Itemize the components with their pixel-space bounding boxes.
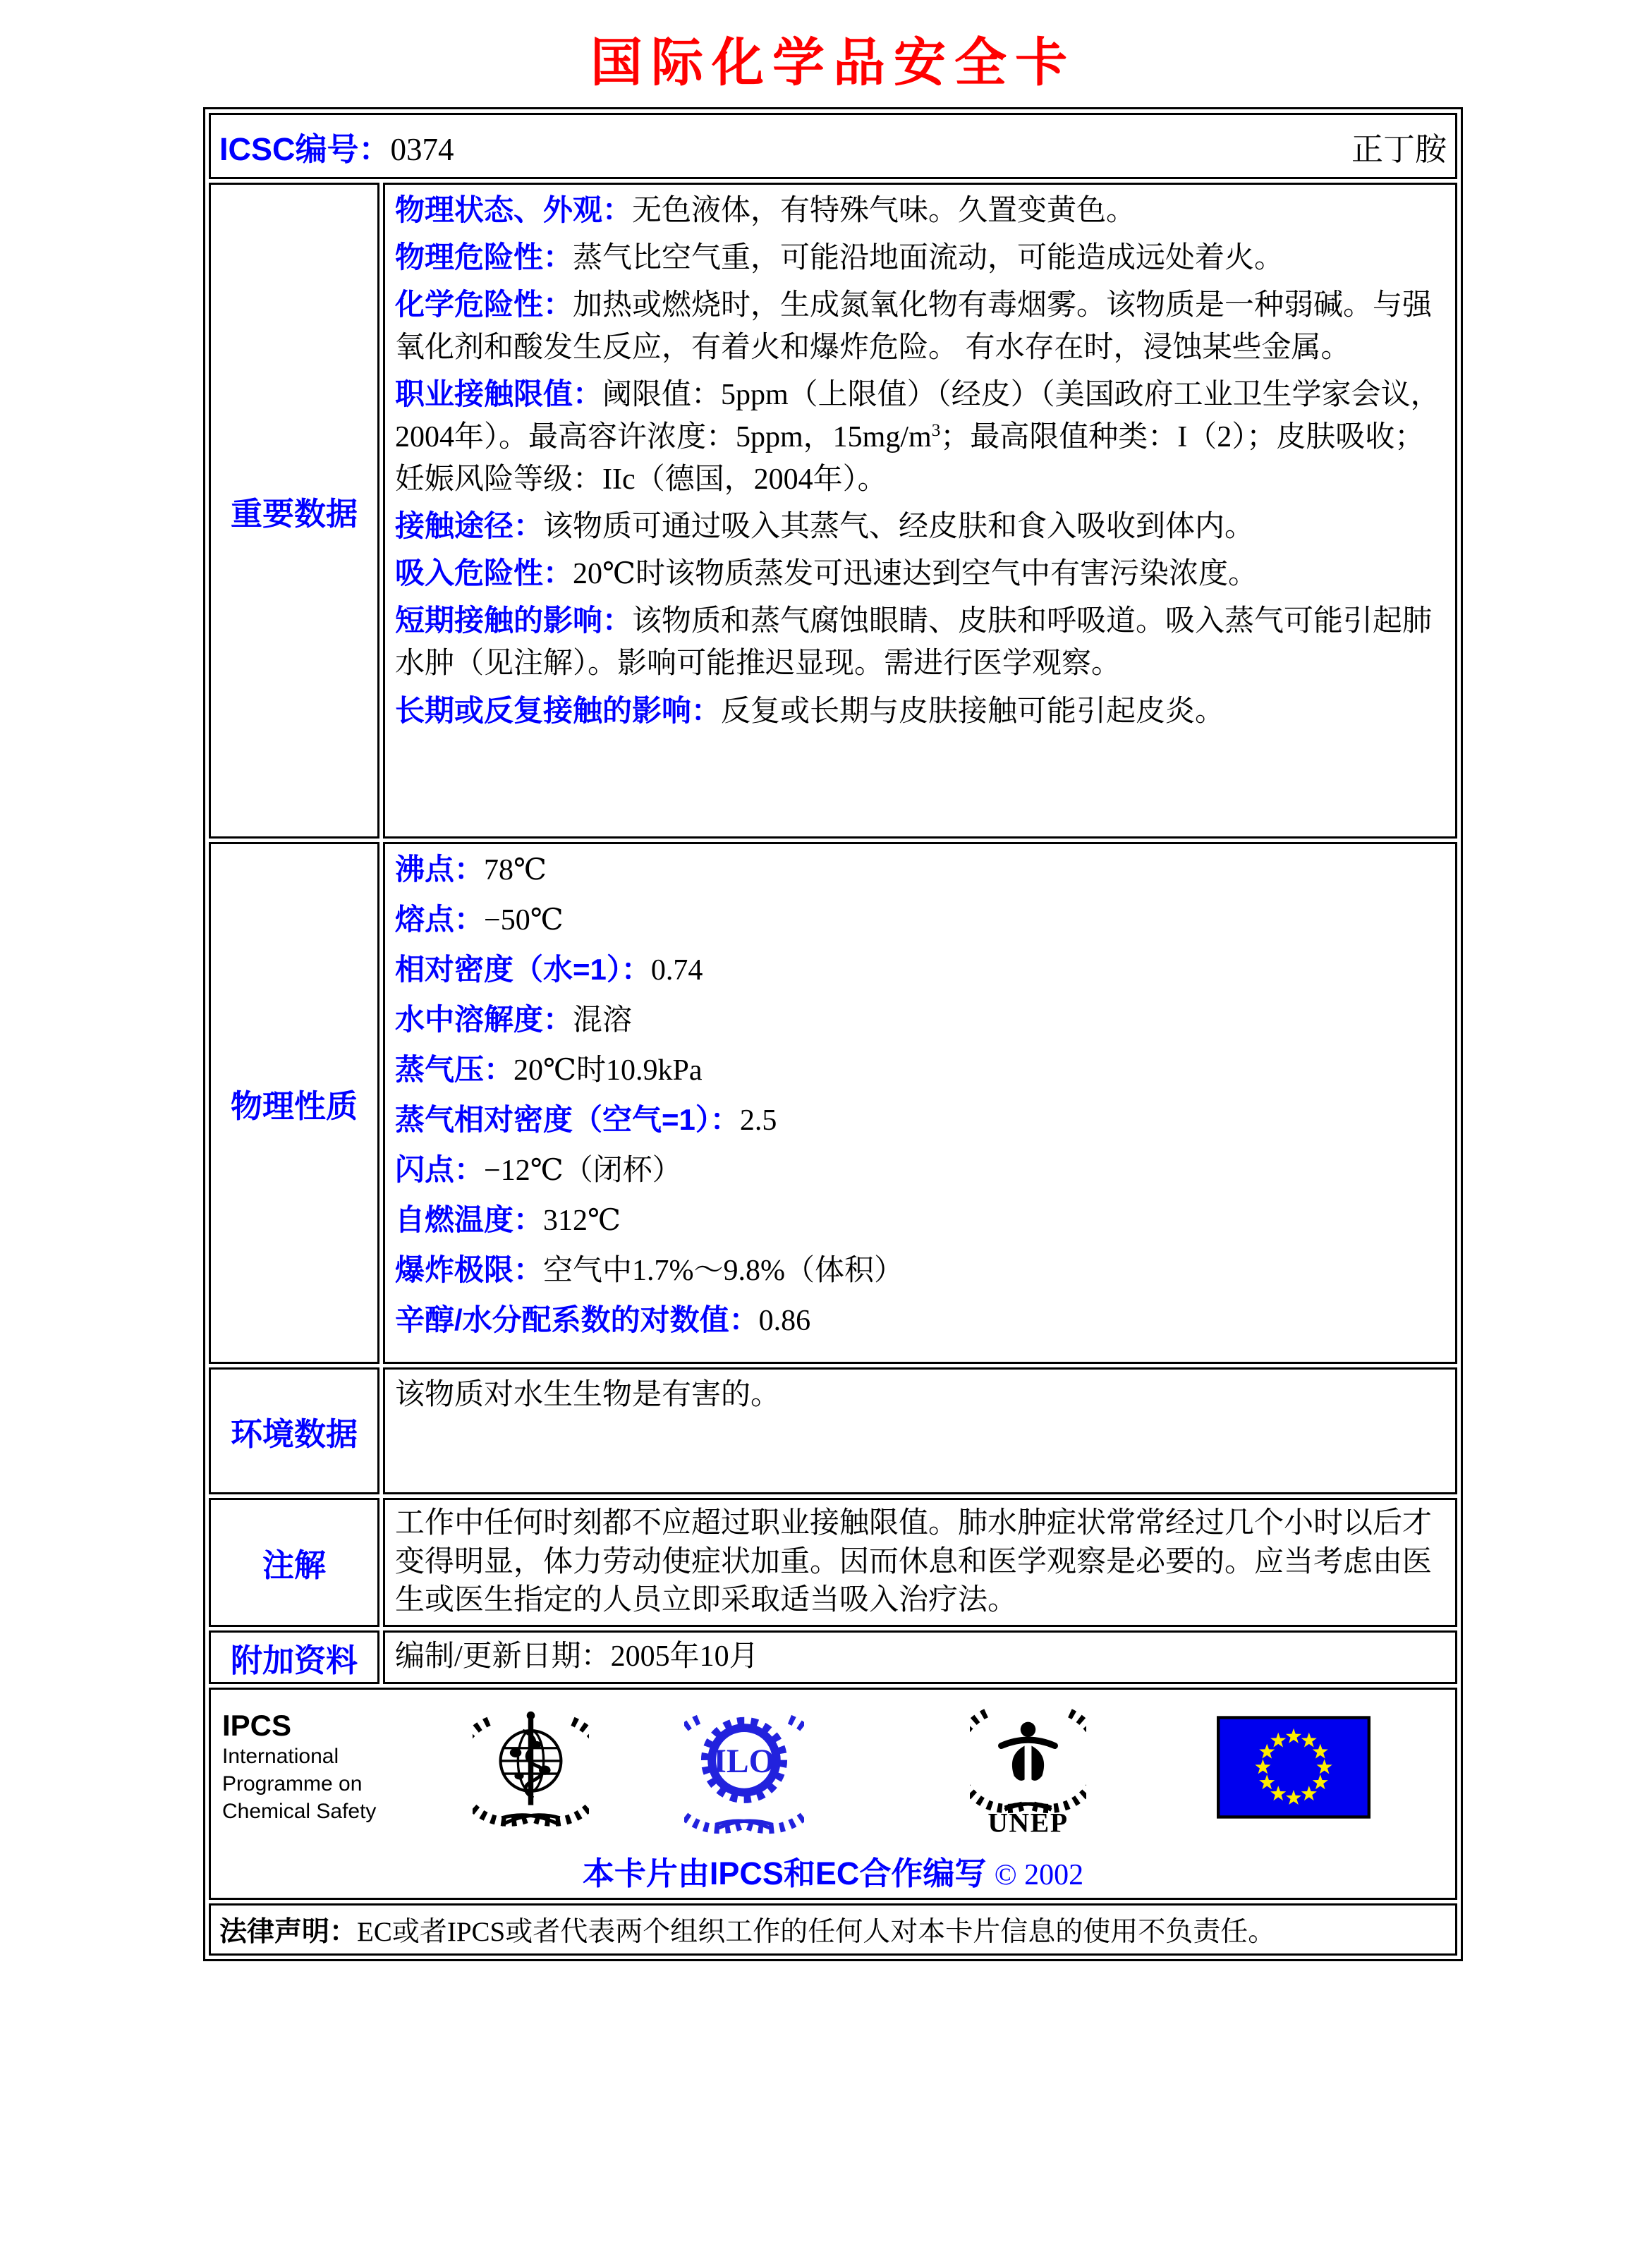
unep-letters: UNEP bbox=[987, 1807, 1069, 1839]
icsc-number-group bbox=[219, 123, 454, 169]
entry-short-term-effects bbox=[395, 599, 1445, 685]
important-data-content bbox=[383, 183, 1457, 839]
field-label: 自燃温度： bbox=[395, 1203, 544, 1237]
entry-inhalation-risk bbox=[395, 552, 1445, 595]
field-label: 物理危险性： bbox=[395, 240, 573, 274]
field-label: 职业接触限值： bbox=[395, 377, 603, 411]
important-data-label: 重要数据 bbox=[209, 183, 379, 839]
eu-flag-icon bbox=[1217, 1716, 1371, 1819]
field-label: 相对密度（水=1）： bbox=[395, 953, 651, 987]
field-label: 蒸气相对密度（空气=1）： bbox=[395, 1103, 740, 1137]
prop-vapor-pressure bbox=[395, 1049, 1445, 1092]
icsc-number-label: ICSC编号： bbox=[219, 130, 391, 167]
ilo-letters: ILO bbox=[713, 1743, 775, 1780]
field-text: 该物质可通过吸入其蒸气、经皮肤和食入吸收到体内。 bbox=[543, 511, 1255, 544]
prop-boiling-point bbox=[395, 848, 1445, 891]
field-text: 蒸气比空气重，可能沿地面流动，可能造成远处着火。 bbox=[573, 242, 1284, 275]
field-text: 加热或燃烧时，生成氮氧化物有毒烟雾。该物质是一种弱碱。与强氧化剂和酸发生反应，有着火和爆炸危险。 有水存在时，浸蚀某些金属。 bbox=[395, 289, 1433, 365]
icsc-number-value: 0374 bbox=[390, 131, 454, 167]
field-label: 爆炸极限： bbox=[395, 1253, 544, 1287]
field-text: 20℃时该物质蒸发可迅速达到空气中有害污染浓度。 bbox=[573, 558, 1258, 591]
legal-cell bbox=[209, 1903, 1457, 1956]
entry-exposure-routes bbox=[395, 505, 1445, 548]
entry-physical-danger bbox=[395, 236, 1445, 279]
notes-row bbox=[209, 1498, 1457, 1627]
ilo-logo-icon bbox=[684, 1700, 804, 1834]
field-value: 78℃ bbox=[484, 854, 547, 886]
header-cell bbox=[209, 113, 1457, 179]
credit-year: © 2002 bbox=[994, 1859, 1084, 1892]
field-text: 反复或长期与皮肤接触可能引起皮炎。 bbox=[721, 695, 1225, 728]
notes-content: 工作中任何时刻都不应超过职业接触限值。肺水肿症状常常经过几个小时以后才变得明显，体力劳动使症状加重。因而休息和医学观察是必要的。应当考虑由医生或医生指定的人员立即采取适当吸入治疗法。 bbox=[383, 1498, 1457, 1627]
field-text: 该物质和蒸气腐蚀眼睛、皮肤和呼吸道。吸入蒸气可能引起肺水肿（见注解）。影响可能推迟显现。需进行医学观察。 bbox=[395, 605, 1433, 681]
additional-info-row bbox=[209, 1630, 1457, 1684]
legal-row bbox=[209, 1903, 1457, 1956]
header-row bbox=[209, 113, 1457, 179]
field-value: 312℃ bbox=[543, 1205, 621, 1238]
field-value: 混溶 bbox=[573, 1004, 633, 1037]
field-label: 物理状态、外观： bbox=[395, 193, 633, 226]
prop-flash-point bbox=[395, 1149, 1445, 1192]
environmental-data-content: 该物质对水生生物是有害的。 bbox=[383, 1367, 1457, 1494]
ipcs-line: International bbox=[222, 1744, 339, 1768]
ipcs-title: IPCS bbox=[222, 1709, 292, 1743]
field-label: 辛醇/水分配系数的对数值： bbox=[395, 1303, 759, 1337]
superscript-3: 3 bbox=[931, 421, 941, 441]
physical-properties-content bbox=[383, 842, 1457, 1364]
ipcs-line: Programme on bbox=[222, 1772, 363, 1796]
field-label: 熔点： bbox=[395, 903, 485, 937]
field-label: 化学危险性： bbox=[395, 288, 573, 322]
environmental-data-row bbox=[209, 1367, 1457, 1494]
field-value: −12℃（闭杯） bbox=[484, 1154, 682, 1188]
prop-water-solubility bbox=[395, 999, 1445, 1042]
who-logo-icon bbox=[473, 1700, 589, 1835]
field-label: 长期或反复接触的影响： bbox=[395, 693, 722, 727]
field-value: 空气中1.7%～9.8%（体积） bbox=[543, 1255, 904, 1288]
prop-relative-density bbox=[395, 949, 1445, 992]
field-value: 0.86 bbox=[758, 1305, 811, 1338]
credit-text: 本卡片由IPCS和EC合作编写 bbox=[582, 1855, 987, 1892]
physical-properties-row bbox=[209, 842, 1457, 1364]
icsc-card-table bbox=[203, 107, 1463, 1961]
prop-autoignition-temp bbox=[395, 1199, 1445, 1242]
field-label: 接触途径： bbox=[395, 509, 544, 543]
field-text: ；最高限值种类：I（2）；皮肤吸收；妊娠风险等级：IIc（德国，2004年）。 bbox=[395, 421, 1425, 496]
additional-info-content: 编制/更新日期：2005年10月 bbox=[383, 1630, 1457, 1684]
unep-logo-icon bbox=[970, 1697, 1086, 1838]
page-title: 国际化学品安全卡 bbox=[590, 32, 1076, 93]
logos-cell bbox=[209, 1688, 1457, 1900]
entry-long-term-effects bbox=[395, 690, 1445, 733]
additional-info-label: 附加资料 bbox=[209, 1630, 379, 1684]
field-text: 阈限值：5ppm（上限值）（经皮）（美国政府工业卫生学家会议，2004年）。最高容许浓度：5ppm，15mg/m bbox=[395, 379, 1440, 454]
field-label: 吸入危险性： bbox=[395, 556, 573, 590]
chemical-name: 正丁胺 bbox=[1351, 131, 1447, 167]
important-data-row bbox=[209, 183, 1457, 839]
field-label: 闪点： bbox=[395, 1153, 485, 1187]
entry-chemical-danger bbox=[395, 284, 1445, 369]
prop-explosive-limits bbox=[395, 1249, 1445, 1292]
credit-line bbox=[218, 1848, 1448, 1894]
field-label: 沸点： bbox=[395, 853, 485, 886]
legal-label: 法律声明： bbox=[219, 1917, 358, 1948]
field-label: 水中溶解度： bbox=[395, 1003, 573, 1037]
field-value: 2.5 bbox=[739, 1104, 777, 1138]
field-label: 蒸气压： bbox=[395, 1053, 514, 1087]
prop-octanol-water bbox=[395, 1299, 1445, 1342]
entry-occupational-limits bbox=[395, 373, 1445, 501]
ipcs-line: Chemical Safety bbox=[222, 1799, 377, 1823]
notes-label: 注解 bbox=[209, 1498, 379, 1627]
field-label: 短期接触的影响： bbox=[395, 604, 633, 638]
legal-text: EC或者IPCS或者代表两个组织工作的任何人对本卡片信息的使用不负责任。 bbox=[357, 1917, 1276, 1948]
prop-melting-point bbox=[395, 898, 1445, 941]
entry-physical-state bbox=[395, 189, 1445, 232]
logos-row bbox=[209, 1688, 1457, 1900]
ipcs-text-block bbox=[222, 1709, 434, 1824]
prop-vapor-density bbox=[395, 1099, 1445, 1142]
field-value: 0.74 bbox=[650, 954, 703, 987]
field-text: 无色液体，有特殊气味。久置变黄色。 bbox=[632, 195, 1136, 227]
field-value: 20℃时10.9kPa bbox=[513, 1054, 703, 1087]
physical-properties-label: 物理性质 bbox=[209, 842, 379, 1364]
field-value: −50℃ bbox=[484, 904, 564, 937]
environmental-data-label: 环境数据 bbox=[209, 1367, 379, 1494]
